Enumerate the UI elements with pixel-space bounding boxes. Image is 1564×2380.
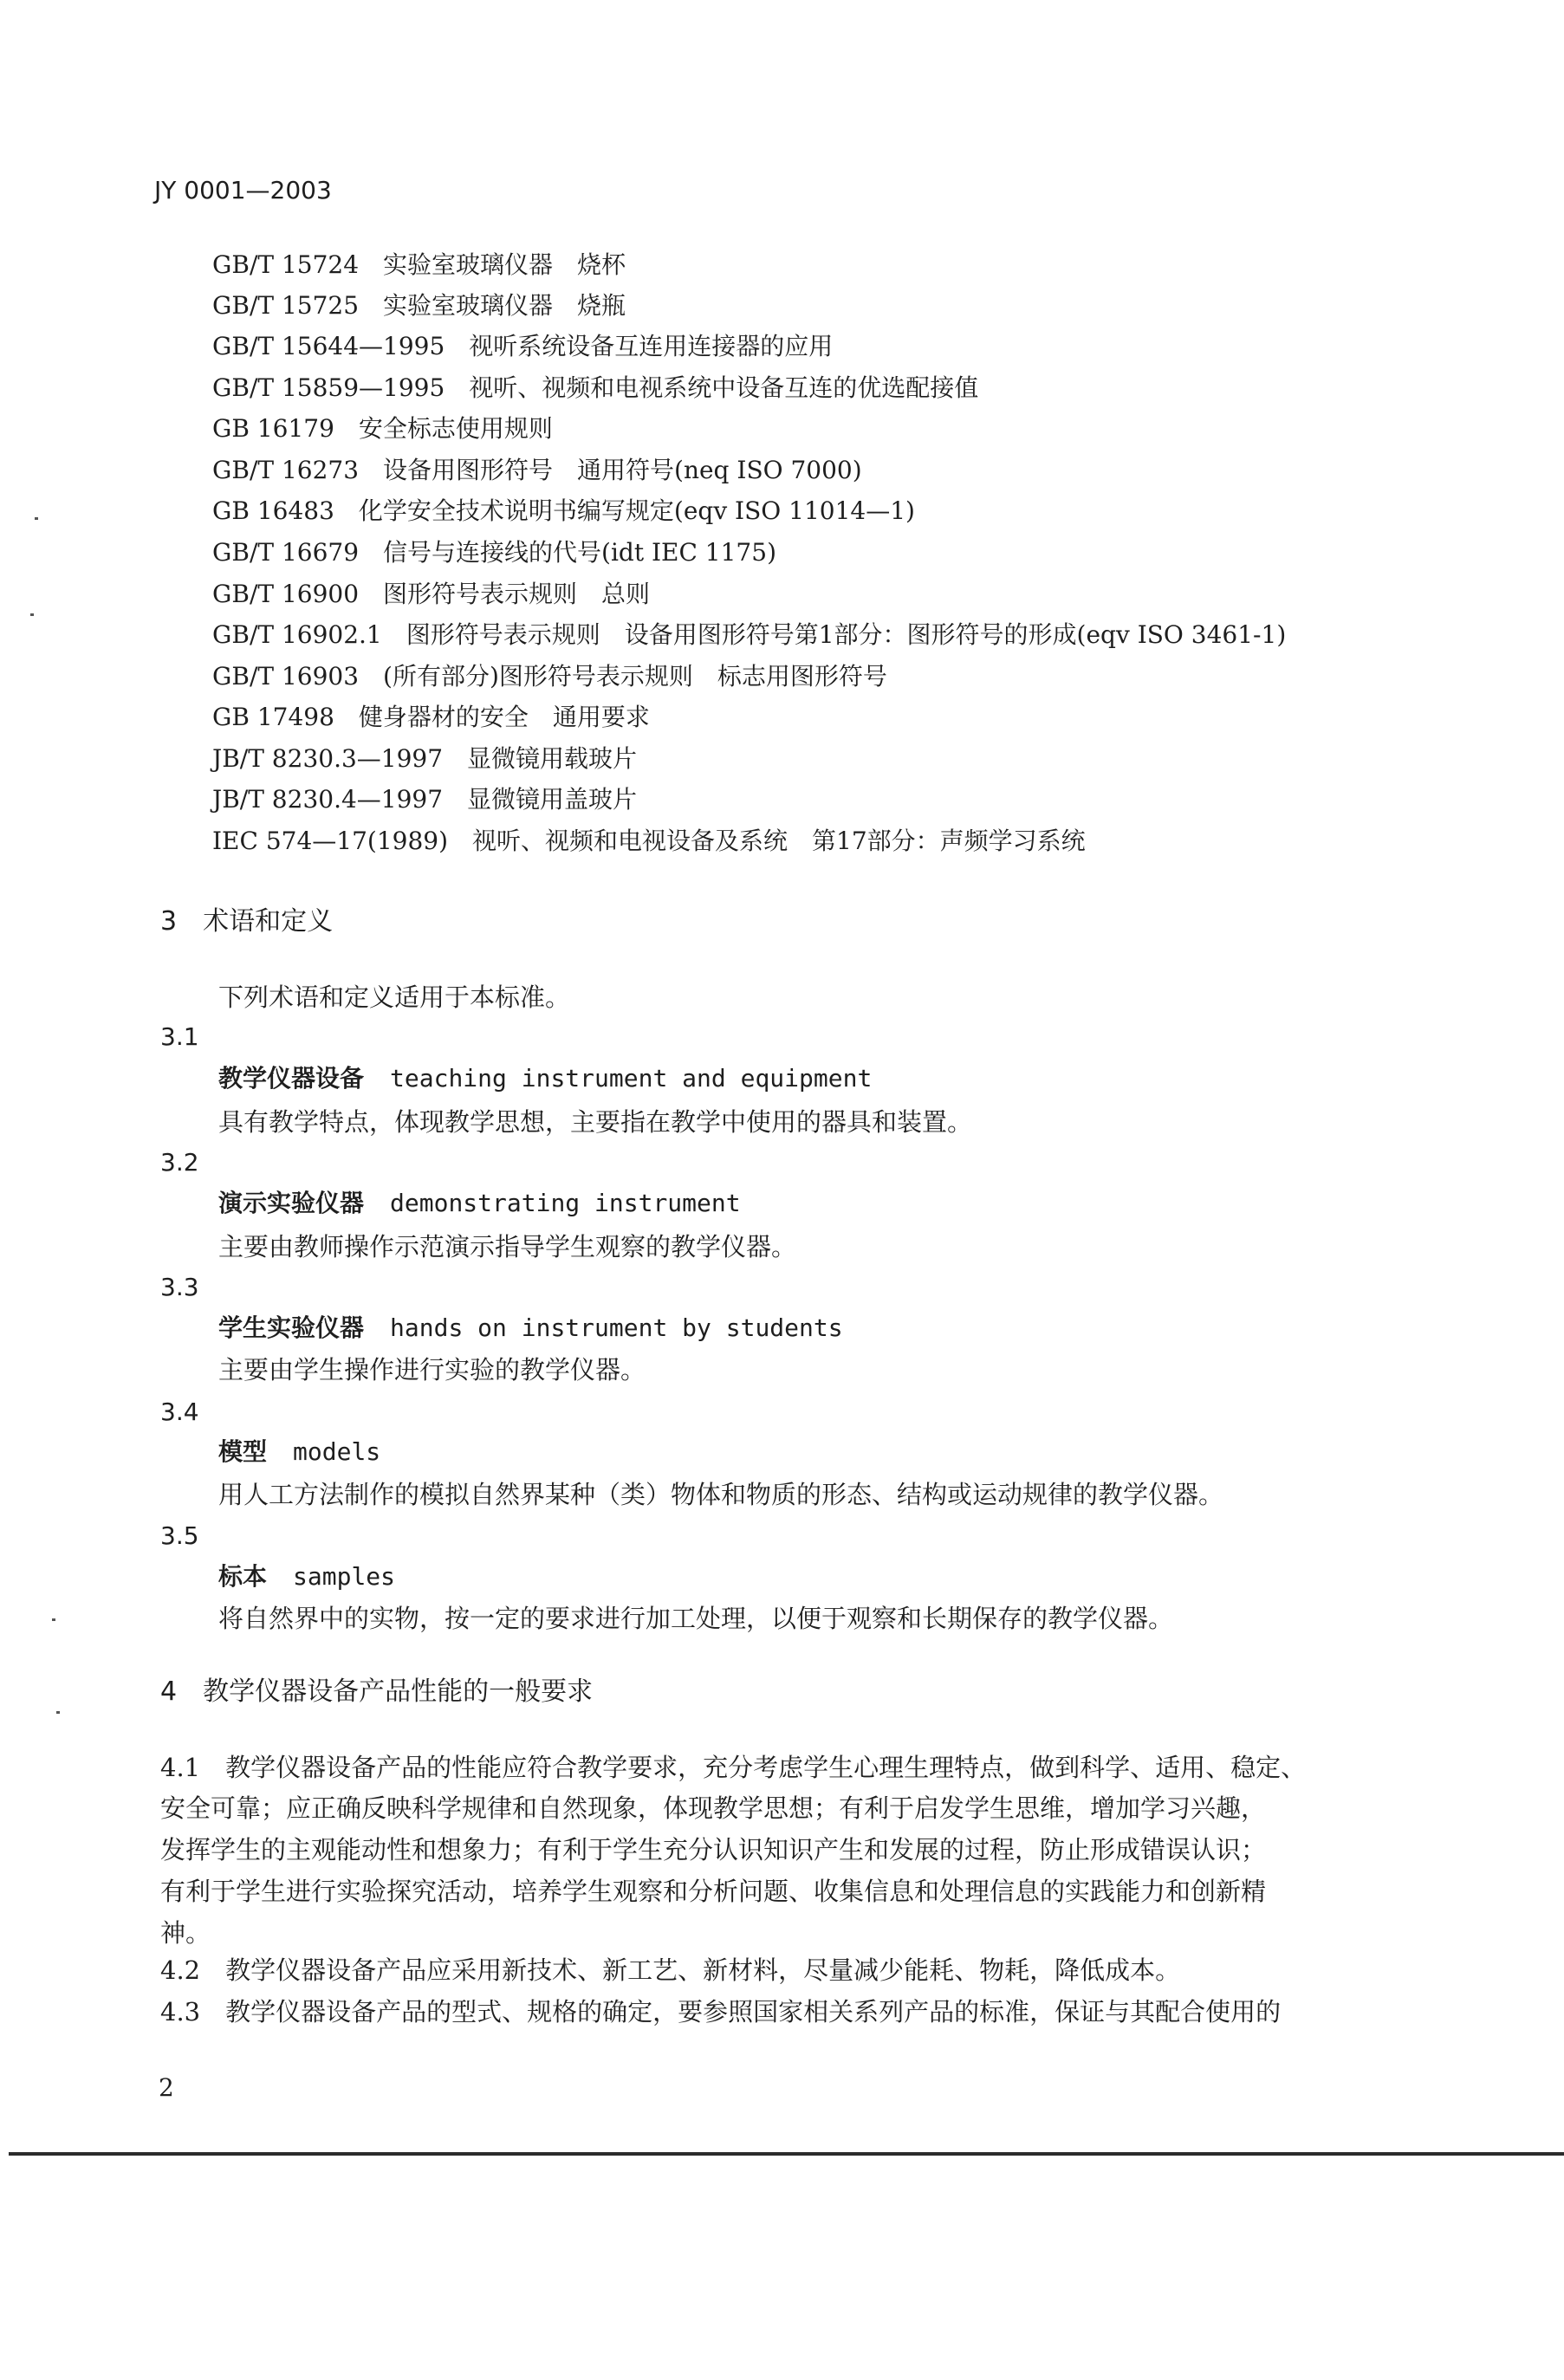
term-definition: 将自然界中的实物，按一定的要求进行加工处理，以便于观察和长期保存的教学仪器。 [218,1604,1174,1633]
reference-item: GB/T 16679 信号与连接线的代号(idt IEC 1175) [212,538,776,567]
reference-item: GB/T 16273 设备用图形符号 通用符号(neq ISO 7000) [212,456,862,484]
term-definition: 具有教学特点，体现教学思想，主要指在教学中使用的器具和装置。 [218,1107,973,1137]
reference-item: GB 16483 化学安全技术说明书编写规定(eqv ISO 11014—1) [212,496,915,525]
term-zh: 教学仪器设备 [218,1064,365,1093]
page-number: 2 [159,2073,174,2102]
reference-item: IEC 574—17(1989) 视听、视频和电视设备及系统 第17部分：声频学习系统 [212,827,1086,855]
scan-mark [30,613,34,616]
term-definition: 主要由学生操作进行实验的教学仪器。 [218,1355,646,1385]
term-zh: 演示实验仪器 [218,1189,365,1217]
reference-item: GB 17498 健身器材的安全 通用要求 [212,703,650,731]
reference-item: GB/T 15644—1995 视听系统设备互连用连接器的应用 [212,332,834,360]
term-definition: 主要由教师操作示范演示指导学生观察的教学仪器。 [218,1232,797,1261]
term-number: 3.2 [160,1148,199,1177]
reference-item: GB 16179 安全标志使用规则 [212,414,553,443]
paragraph-line: 安全可靠；应正确反映科学规律和自然现象，体现教学思想；有利于启发学生思维，增加学习兴趣， [160,1793,1267,1823]
reference-item: GB/T 15724 实验室玻璃仪器 烧杯 [212,250,626,279]
reference-item: GB/T 16900 图形符号表示规则 总则 [212,580,651,608]
section-3-intro: 下列术语和定义适用于本标准。 [218,982,571,1012]
term-number: 3.5 [160,1521,199,1550]
paragraph-line: 神。 [160,1918,211,1948]
clause-4-2: 4.2 教学仪器设备产品应采用新技术、新工艺、新材料，尽量减少能耗、物耗，降低成本。 [160,1955,1181,1985]
scan-mark [52,1618,55,1621]
term-heading [218,1061,872,1096]
section-4-heading: 4 教学仪器设备产品性能的一般要求 [160,1676,594,1707]
term-en: models [293,1437,381,1466]
scan-mark [35,517,38,520]
paragraph-line: 有利于学生进行实验探究活动，培养学生观察和分析问题、收集信息和处理信息的实践能力和创新精 [160,1877,1267,1906]
term-en: samples [293,1562,396,1591]
term-heading [218,1186,741,1221]
term-number: 3.1 [160,1022,199,1051]
reference-item: JB/T 8230.3—1997 显微镜用载玻片 [212,744,638,773]
scan-mark [56,1711,60,1714]
section-3-heading: 3 术语和定义 [160,906,334,937]
term-en: demonstrating instrument [390,1189,741,1217]
paragraph-line: 4.1 教学仪器设备产品的性能应符合教学要求，充分考虑学生心理生理特点，做到科学、适用、稳定、 [160,1753,1307,1782]
term-zh: 模型 [218,1437,268,1466]
term-heading [218,1560,395,1594]
clause-4-3: 4.3 教学仪器设备产品的型式、规格的确定，要参照国家相关系列产品的标准，保证与其配合使用的 [160,1997,1282,2027]
reference-item: GB/T 16903 (所有部分)图形符号表示规则 标志用图形符号 [212,662,887,691]
term-heading [218,1435,380,1469]
reference-item: JB/T 8230.4—1997 显微镜用盖玻片 [212,785,638,814]
term-en: hands on instrument by students [390,1313,843,1342]
reference-item: GB/T 15725 实验室玻璃仪器 烧瓶 [212,291,626,320]
term-number: 3.3 [160,1273,199,1301]
term-en: teaching instrument and equipment [390,1064,873,1093]
reference-item: GB/T 15859—1995 视听、视频和电视系统中设备互连的优选配接值 [212,373,979,402]
paragraph-line: 发挥学生的主观能动性和想象力；有利于学生充分认识知识产生和发展的过程，防止形成错误认识； [160,1835,1267,1864]
reference-item: GB/T 16902.1 图形符号表示规则 设备用图形符号第1部分：图形符号的形成(eqv ISO 3461-1) [212,620,1287,649]
term-number: 3.4 [160,1398,199,1426]
document-header: JY 0001—2003 [154,176,332,204]
term-heading [218,1311,843,1346]
term-definition: 用人工方法制作的模拟自然界某种（类）物体和物质的形态、结构或运动规律的教学仪器。 [218,1480,1224,1509]
term-zh: 标本 [218,1562,268,1591]
page-bottom-rule [9,2152,1564,2156]
term-zh: 学生实验仪器 [218,1313,365,1342]
